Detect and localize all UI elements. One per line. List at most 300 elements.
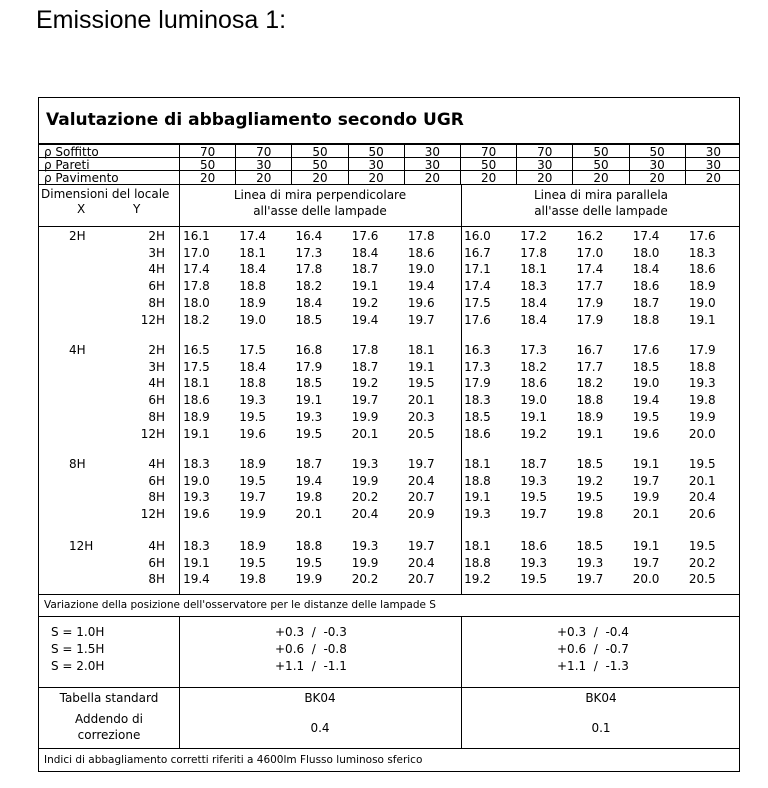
parallel-header-line-2: all'asse delle lampade — [534, 204, 668, 218]
reflectance-value: 70 — [235, 145, 291, 159]
ugr-value: 18.7 — [632, 295, 660, 310]
ugr-value: 16.7 — [576, 343, 604, 357]
ugr-value: 19.6 — [183, 507, 210, 522]
ugr-value: 19.1 — [520, 409, 548, 424]
ugr-value: 17.0 — [576, 245, 604, 260]
ugr-value: 18.6 — [183, 393, 210, 408]
ugr-value: 19.3 — [576, 555, 604, 570]
footer-note: Indici di abbagliamento corretti riferiti a 4600lm Flusso luminoso sferico — [44, 754, 423, 766]
ugr-value: 18.5 — [576, 539, 604, 553]
room-y-label: 12H — [140, 426, 165, 441]
ugr-value: 19.9 — [351, 473, 379, 488]
ugr-value: 19.6 — [632, 426, 660, 441]
ugr-value: 18.8 — [464, 473, 491, 488]
table-row — [39, 392, 739, 408]
ugr-value: 18.1 — [239, 245, 267, 260]
spacing-block — [39, 624, 739, 682]
ugr-value: 18.3 — [183, 539, 210, 553]
ugr-value: 17.5 — [464, 295, 491, 310]
ugr-value: 19.9 — [295, 572, 323, 587]
ugr-value: 18.2 — [576, 376, 604, 391]
table-row — [39, 342, 739, 358]
ugr-value: 17.4 — [183, 262, 210, 277]
ugr-value: 20.2 — [351, 490, 379, 505]
room-y-label: 3H — [148, 359, 165, 374]
reflectance-value: 20 — [629, 171, 685, 185]
correction-parallel: 0.1 — [591, 721, 611, 735]
spacing-label: S = 1.0H — [51, 625, 105, 639]
ugr-value: 17.6 — [351, 229, 379, 243]
ugr-value: 18.4 — [520, 295, 548, 310]
ugr-value: 18.1 — [464, 539, 491, 553]
table-row — [39, 278, 739, 294]
ugr-value: 19.1 — [632, 539, 660, 553]
ugr-value: 20.5 — [407, 426, 435, 441]
ugr-value: 18.2 — [295, 279, 323, 294]
ugr-value: 18.3 — [520, 279, 548, 294]
ugr-value: 18.8 — [576, 393, 604, 408]
ugr-value: 18.2 — [183, 312, 210, 327]
ugr-value: 16.4 — [295, 229, 323, 243]
ugr-value: 19.7 — [351, 393, 379, 408]
room-y-label: 4H — [148, 539, 165, 553]
ugr-value: 19.2 — [576, 473, 604, 488]
reflectance-value: 20 — [460, 171, 516, 185]
ugr-value: 20.1 — [295, 507, 323, 522]
correction-perpendicular: 0.4 — [310, 721, 330, 735]
ugr-value: 18.7 — [295, 457, 323, 471]
room-y-label: 4H — [148, 376, 165, 391]
x-axis-label: X — [77, 202, 86, 216]
ugr-value: 17.2 — [520, 229, 548, 243]
room-y-label: 8H — [148, 295, 165, 310]
ugr-value: 19.9 — [351, 409, 379, 424]
ugr-value: 20.1 — [632, 507, 660, 522]
reflectance-value: 50 — [291, 158, 347, 172]
spacing-parallel: +0.3 / -0.4 — [557, 625, 629, 639]
room-y-label: 8H — [148, 572, 165, 587]
ugr-values-block — [39, 226, 739, 594]
ugr-value: 19.5 — [239, 473, 267, 488]
ugr-value: 19.3 — [464, 507, 491, 522]
spacing-bottom-divider — [39, 687, 739, 688]
reflectance-row — [39, 170, 739, 185]
table-row — [39, 261, 739, 277]
ugr-value: 20.2 — [351, 572, 379, 587]
ugr-value: 17.4 — [632, 229, 660, 243]
half-divider — [461, 184, 462, 594]
ugr-value: 19.8 — [576, 507, 604, 522]
ugr-value: 20.6 — [688, 507, 716, 522]
ugr-value: 19.8 — [295, 490, 323, 505]
ugr-value: 17.9 — [688, 343, 716, 357]
reflectance-value: 20 — [235, 171, 291, 185]
ugr-value: 19.9 — [632, 490, 660, 505]
ugr-table — [38, 97, 740, 772]
ugr-value: 19.0 — [183, 473, 210, 488]
ugr-value: 19.1 — [688, 312, 716, 327]
ugr-value: 18.5 — [295, 376, 323, 391]
ugr-value: 16.0 — [464, 229, 491, 243]
ugr-value: 19.3 — [520, 555, 548, 570]
ugr-value: 17.6 — [464, 312, 491, 327]
ugr-value: 20.3 — [407, 409, 435, 424]
ugr-value: 17.5 — [239, 343, 267, 357]
ugr-value: 17.6 — [632, 343, 660, 357]
ugr-value: 18.6 — [407, 245, 435, 260]
spacing-label: S = 1.5H — [51, 642, 105, 656]
ugr-value: 16.3 — [464, 343, 491, 357]
room-y-label: 6H — [148, 393, 165, 408]
ugr-value: 17.1 — [464, 262, 491, 277]
table-row — [39, 228, 739, 244]
table-title: Valutazione di abbagliamento secondo UGR — [46, 110, 464, 130]
ugr-value: 20.4 — [688, 490, 716, 505]
parallel-header-line-1: Linea di mira parallela — [533, 188, 669, 202]
ugr-value: 18.2 — [520, 359, 548, 374]
ugr-value: 18.8 — [464, 555, 491, 570]
reflectance-value: 30 — [685, 158, 741, 172]
ugr-value: 19.1 — [464, 490, 491, 505]
reflectance-value: 20 — [291, 171, 347, 185]
reflectance-value: 50 — [460, 158, 516, 172]
table-row — [39, 426, 739, 442]
ugr-value: 18.1 — [464, 457, 491, 471]
ugr-value: 18.3 — [464, 393, 491, 408]
ugr-value: 19.9 — [351, 555, 379, 570]
ugr-value: 18.9 — [688, 279, 716, 294]
ugr-value: 19.4 — [183, 572, 210, 587]
ugr-value: 19.5 — [688, 457, 716, 471]
room-y-label: 12H — [140, 507, 165, 522]
ugr-value: 18.7 — [520, 457, 548, 471]
table-row — [39, 375, 739, 391]
y-axis-label: Y — [133, 202, 141, 216]
ugr-value: 20.0 — [688, 426, 716, 441]
reflectance-value: 30 — [516, 158, 572, 172]
ugr-value: 18.9 — [239, 295, 267, 310]
observer-note: Variazione della posizione dell'osservatore per le distanze delle lampade S — [44, 599, 436, 611]
reflectance-value: 70 — [179, 145, 235, 159]
ugr-value: 19.5 — [407, 376, 435, 391]
dimensions-label: Dimensioni del locale — [41, 187, 170, 201]
ugr-value: 18.5 — [576, 457, 604, 471]
room-y-label: 2H — [148, 343, 165, 357]
reflectance-value: 20 — [572, 171, 628, 185]
ugr-value: 19.3 — [688, 376, 716, 391]
perpendicular-header-line-1: Linea di mira perpendicolare — [233, 188, 407, 202]
ugr-value: 19.1 — [576, 426, 604, 441]
ugr-value: 19.5 — [520, 490, 548, 505]
ugr-value: 16.5 — [183, 343, 210, 357]
ugr-value: 18.8 — [239, 376, 267, 391]
ugr-value: 19.1 — [351, 279, 379, 294]
reflectance-value: 20 — [516, 171, 572, 185]
observer-note-divider — [39, 616, 739, 617]
ugr-value: 19.6 — [407, 295, 435, 310]
spacing-perpendicular: +0.6 / -0.8 — [275, 642, 347, 656]
ugr-value: 16.2 — [576, 229, 604, 243]
ugr-value: 19.5 — [239, 409, 267, 424]
ugr-value: 20.5 — [688, 572, 716, 587]
parallel-header — [461, 187, 741, 219]
reflectance-label: ρ Pareti — [44, 158, 90, 172]
ugr-value: 17.7 — [576, 279, 604, 294]
room-y-label: 6H — [148, 473, 165, 488]
ugr-value: 17.8 — [295, 262, 323, 277]
reflectance-value: 50 — [179, 158, 235, 172]
standard-table-parallel: BK04 — [585, 691, 617, 705]
spacing-label: S = 2.0H — [51, 659, 105, 673]
ugr-value: 17.3 — [464, 359, 491, 374]
ugr-value: 18.9 — [576, 409, 604, 424]
table-row — [39, 312, 739, 328]
ugr-value: 19.7 — [632, 555, 660, 570]
ugr-value: 19.1 — [183, 426, 210, 441]
table-row — [39, 456, 739, 472]
reflectance-value: 50 — [629, 145, 685, 159]
ugr-value: 19.5 — [688, 539, 716, 553]
ugr-value: 20.1 — [688, 473, 716, 488]
ugr-value: 18.4 — [632, 262, 660, 277]
reflectance-label: ρ Soffitto — [44, 145, 99, 159]
reflectance-value: 30 — [404, 145, 460, 159]
ugr-value: 20.2 — [688, 555, 716, 570]
spacing-perpendicular: +1.1 / -1.1 — [275, 659, 347, 673]
ugr-value: 18.7 — [351, 262, 379, 277]
reflectance-value: 30 — [235, 158, 291, 172]
ugr-value: 19.1 — [295, 393, 323, 408]
ugr-value: 19.3 — [351, 539, 379, 553]
ugr-value: 19.3 — [295, 409, 323, 424]
reflectance-value: 30 — [629, 158, 685, 172]
ugr-value: 19.7 — [632, 473, 660, 488]
reflectance-value: 20 — [404, 171, 460, 185]
ugr-value: 19.8 — [688, 393, 716, 408]
room-x-label: 4H — [69, 343, 86, 357]
ugr-value: 19.4 — [407, 279, 435, 294]
ugr-value: 18.3 — [688, 245, 716, 260]
ugr-value: 18.9 — [239, 539, 267, 553]
ugr-value: 19.4 — [351, 312, 379, 327]
label-column-divider-lower — [179, 616, 180, 748]
ugr-value: 17.8 — [351, 343, 379, 357]
room-y-label: 6H — [148, 279, 165, 294]
reflectance-value: 30 — [348, 158, 404, 172]
ugr-value: 17.9 — [576, 295, 604, 310]
ugr-value: 18.1 — [183, 376, 210, 391]
ugr-value: 20.7 — [407, 490, 435, 505]
room-y-label: 4H — [148, 262, 165, 277]
room-x-label: 8H — [69, 457, 86, 471]
reflectance-value: 70 — [460, 145, 516, 159]
reflectance-value: 30 — [685, 145, 741, 159]
ugr-value: 18.1 — [520, 262, 548, 277]
reflectance-value: 50 — [572, 158, 628, 172]
reflectance-value: 50 — [572, 145, 628, 159]
ugr-value: 19.7 — [407, 312, 435, 327]
ugr-value: 16.7 — [464, 245, 491, 260]
ugr-value: 17.8 — [183, 279, 210, 294]
reflectance-value: 20 — [685, 171, 741, 185]
ugr-value: 19.0 — [688, 295, 716, 310]
ugr-value: 18.4 — [520, 312, 548, 327]
table-row — [39, 295, 739, 311]
ugr-value: 19.7 — [407, 457, 435, 471]
ugr-value: 19.1 — [407, 359, 435, 374]
ugr-value: 19.3 — [351, 457, 379, 471]
standard-table-label: Tabella standard — [59, 691, 159, 705]
ugr-value: 18.8 — [295, 539, 323, 553]
ugr-value: 19.8 — [239, 572, 267, 587]
ugr-value: 19.0 — [632, 376, 660, 391]
ugr-value: 19.2 — [351, 295, 379, 310]
ugr-value: 18.9 — [239, 457, 267, 471]
ugr-value: 18.1 — [407, 343, 435, 357]
ugr-value: 17.8 — [407, 229, 435, 243]
room-x-label: 12H — [69, 539, 94, 553]
table-row — [39, 359, 739, 375]
room-x-label: 2H — [69, 229, 86, 243]
ugr-value: 18.4 — [351, 245, 379, 260]
ugr-value: 18.5 — [295, 312, 323, 327]
reflectance-value: 70 — [516, 145, 572, 159]
table-row — [39, 538, 739, 554]
ugr-value: 19.2 — [520, 426, 548, 441]
ugr-value: 18.8 — [688, 359, 716, 374]
ugr-value: 16.1 — [183, 229, 210, 243]
ugr-value: 19.0 — [239, 312, 267, 327]
ugr-value: 20.0 — [632, 572, 660, 587]
dimensions-header-row — [39, 184, 739, 227]
ugr-value: 18.6 — [632, 279, 660, 294]
ugr-value: 19.5 — [239, 555, 267, 570]
label-column-divider — [179, 144, 180, 594]
ugr-value: 17.4 — [239, 229, 267, 243]
ugr-value: 20.1 — [351, 426, 379, 441]
ugr-value: 17.9 — [295, 359, 323, 374]
ugr-value: 18.4 — [239, 262, 267, 277]
correction-label: Addendo di correzione — [75, 712, 143, 742]
room-y-label: 3H — [148, 245, 165, 260]
ugr-value: 18.8 — [632, 312, 660, 327]
reflectance-value: 50 — [348, 145, 404, 159]
ugr-value: 19.7 — [576, 572, 604, 587]
ugr-value: 17.3 — [520, 343, 548, 357]
table-row — [39, 245, 739, 261]
ugr-value: 19.3 — [239, 393, 267, 408]
ugr-value: 20.4 — [407, 555, 435, 570]
spacing-perpendicular: +0.3 / -0.3 — [275, 625, 347, 639]
ugr-value: 19.5 — [295, 426, 323, 441]
ugr-value: 20.9 — [407, 507, 435, 522]
half-divider-lower — [461, 616, 462, 748]
spacing-parallel: +0.6 / -0.7 — [557, 642, 629, 656]
reflectance-label: ρ Pavimento — [44, 171, 119, 185]
ugr-value: 19.7 — [520, 507, 548, 522]
ugr-value: 19.5 — [520, 572, 548, 587]
ugr-value: 18.6 — [464, 426, 491, 441]
ugr-value: 18.3 — [183, 457, 210, 471]
ugr-value: 19.4 — [632, 393, 660, 408]
ugr-value: 20.7 — [407, 572, 435, 587]
table-row — [39, 473, 739, 489]
room-y-label: 6H — [148, 555, 165, 570]
spacing-parallel: +1.1 / -1.3 — [557, 659, 629, 673]
ugr-value: 19.1 — [183, 555, 210, 570]
room-y-label: 4H — [148, 457, 165, 471]
ugr-value: 19.0 — [407, 262, 435, 277]
ugr-value: 18.9 — [183, 409, 210, 424]
ugr-value: 17.3 — [295, 245, 323, 260]
ugr-value: 18.4 — [239, 359, 267, 374]
ugr-value: 19.6 — [239, 426, 267, 441]
ugr-value: 16.8 — [295, 343, 323, 357]
room-y-label: 12H — [140, 312, 165, 327]
room-y-label: 2H — [148, 229, 165, 243]
ugr-value: 18.0 — [632, 245, 660, 260]
ugr-value: 17.0 — [183, 245, 210, 260]
ugr-value: 19.5 — [295, 555, 323, 570]
ugr-value: 19.5 — [576, 490, 604, 505]
reflectance-value: 30 — [404, 158, 460, 172]
ugr-value: 18.5 — [632, 359, 660, 374]
reflectance-value: 20 — [179, 171, 235, 185]
ugr-value: 18.8 — [239, 279, 267, 294]
table-row — [39, 409, 739, 425]
ugr-value: 17.4 — [464, 279, 491, 294]
ugr-value: 19.2 — [351, 376, 379, 391]
ugr-value: 19.0 — [520, 393, 548, 408]
ugr-value: 19.3 — [520, 473, 548, 488]
ugr-value: 19.3 — [183, 490, 210, 505]
ugr-value: 17.5 — [183, 359, 210, 374]
room-y-label: 8H — [148, 409, 165, 424]
ugr-value: 20.1 — [407, 393, 435, 408]
ugr-value: 18.0 — [183, 295, 210, 310]
ugr-value: 19.4 — [295, 473, 323, 488]
ugr-value: 18.5 — [464, 409, 491, 424]
ugr-value: 18.6 — [520, 376, 548, 391]
page-heading: Emissione luminosa 1: — [36, 6, 287, 34]
table-row — [39, 571, 739, 587]
ugr-value: 19.7 — [407, 539, 435, 553]
ugr-value: 18.7 — [351, 359, 379, 374]
ugr-value: 20.4 — [407, 473, 435, 488]
standard-table-perpendicular: BK04 — [304, 691, 336, 705]
ugr-value: 18.4 — [295, 295, 323, 310]
ugr-value: 19.2 — [464, 572, 491, 587]
ugr-value: 18.6 — [688, 262, 716, 277]
ugr-value: 18.6 — [520, 539, 548, 553]
perpendicular-header — [179, 187, 461, 219]
ugr-value: 17.4 — [576, 262, 604, 277]
room-y-label: 8H — [148, 490, 165, 505]
ugr-value: 19.9 — [239, 507, 267, 522]
perpendicular-header-line-2: all'asse delle lampade — [253, 204, 387, 218]
ugr-value: 17.8 — [520, 245, 548, 260]
ugr-value: 17.6 — [688, 229, 716, 243]
ugr-value: 20.4 — [351, 507, 379, 522]
ugr-value: 19.7 — [239, 490, 267, 505]
table-row — [39, 489, 739, 505]
ugr-value: 19.9 — [688, 409, 716, 424]
table-row — [39, 506, 739, 522]
ugr-value: 19.5 — [632, 409, 660, 424]
ugr-value: 19.1 — [632, 457, 660, 471]
ugr-value: 17.7 — [576, 359, 604, 374]
reflectance-value: 20 — [348, 171, 404, 185]
